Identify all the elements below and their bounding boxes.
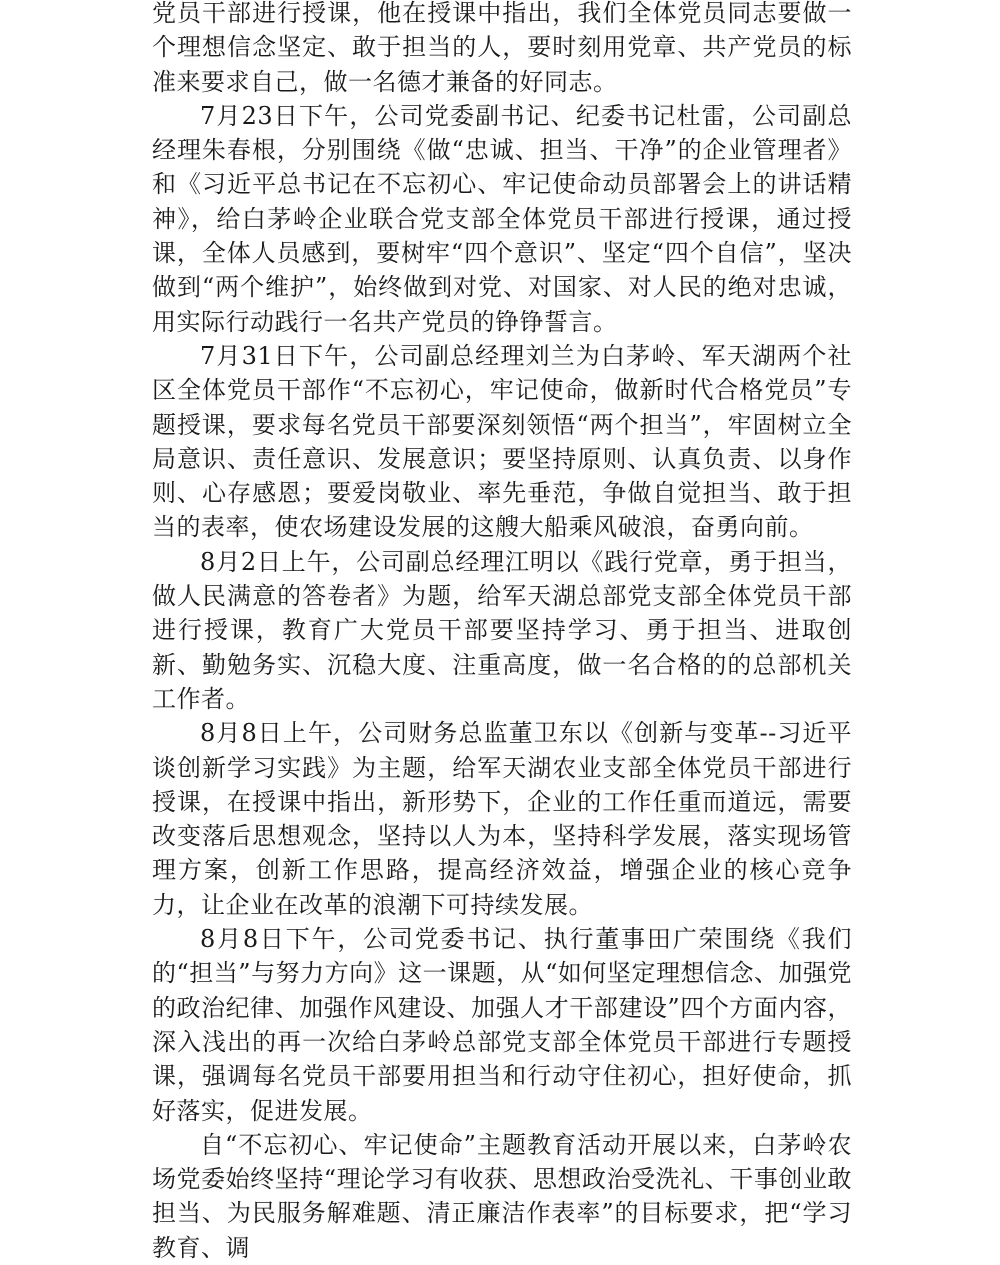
- paragraph-1: 党员干部进行授课，他在授课中指出，我们全体党员同志要做一个理想信念坚定、敢于担当的人，要时刻用党章、共产党员的标准来要求自己，做一名德才兼备的好同志。: [152, 0, 852, 96]
- document-body: [152, 0, 852, 1265]
- paragraph-2: 7月23日下午，公司党委副书记、纪委书记杜雷，公司副总经理朱春根，分别围绕《做“忠诚、担当、干净”的企业管理者》和《习近平总书记在不忘初心、牢记使命动员部署会上的讲话精神》，给白茅岭企业联合党支部全体党员干部进行授课，通过授课，全体人员感到，要树牢“四个意识”、坚定“四个自信”，坚决做到“两个维护”，始终做到对党、对国家、对人民的绝对忠诚，用实际行动践行一名共产党员的铮铮誓言。: [152, 101, 852, 336]
- paragraph-3: 7月31日下午，公司副总经理刘兰为白茅岭、军天湖两个社区全体党员干部作“不忘初心，牢记使命，做新时代合格党员”专题授课，要求每名党员干部要深刻领悟“两个担当”，牢固树立全局意识、责任意识、发展意识；要坚持原则、认真负责、以身作则、心存感恩；要爱岗敬业、率先垂范，争做自觉担当、敢于担当的表率，使农场建设发展的这艘大船乘风破浪，奋勇向前。: [152, 341, 852, 542]
- paragraph-6: 8月8日下午，公司党委书记、执行董事田广荣围绕《我们的“担当”与努力方向》这一课题，从“如何坚定理想信念、加强党的政治纪律、加强作风建设、加强人才干部建设”四个方面内容，深入浅出的再一次给白茅岭总部党支部全体党员干部进行专题授课，强调每名党员干部要用担当和行动守住初心，担好使命，抓好落实，促进发展。: [152, 925, 852, 1125]
- paragraph-7: 自“不忘初心、牢记使命”主题教育活动开展以来，白茅岭农场党委始终坚持“理论学习有收获、思想政治受洗礼、干事创业敢担当、为民服务解难题、清正廉洁作表率”的目标要求，把“学习教育、调: [152, 1130, 852, 1262]
- paragraph-5: 8月8日上午，公司财务总监董卫东以《创新与变革--习近平谈创新学习实践》为主题，给军天湖农业支部全体党员干部进行授课，在授课中指出，新形势下，企业的工作任重而道远，需要改变落后思想观念，坚持以人为本，坚持科学发展，落实现场管理方案，创新工作思路，提高经济效益，增强企业的核心竞争力，让企业在改革的浪潮下可持续发展。: [152, 719, 852, 919]
- paragraph-4: 8月2日上午，公司副总经理江明以《践行党章，勇于担当，做人民满意的答卷者》为题，给军天湖总部党支部全体党员干部进行授课，教育广大党员干部要坚持学习、勇于担当、进取创新、勤勉务实、沉稳大度、注重高度，做一名合格的的总部机关工作者。: [152, 547, 852, 713]
